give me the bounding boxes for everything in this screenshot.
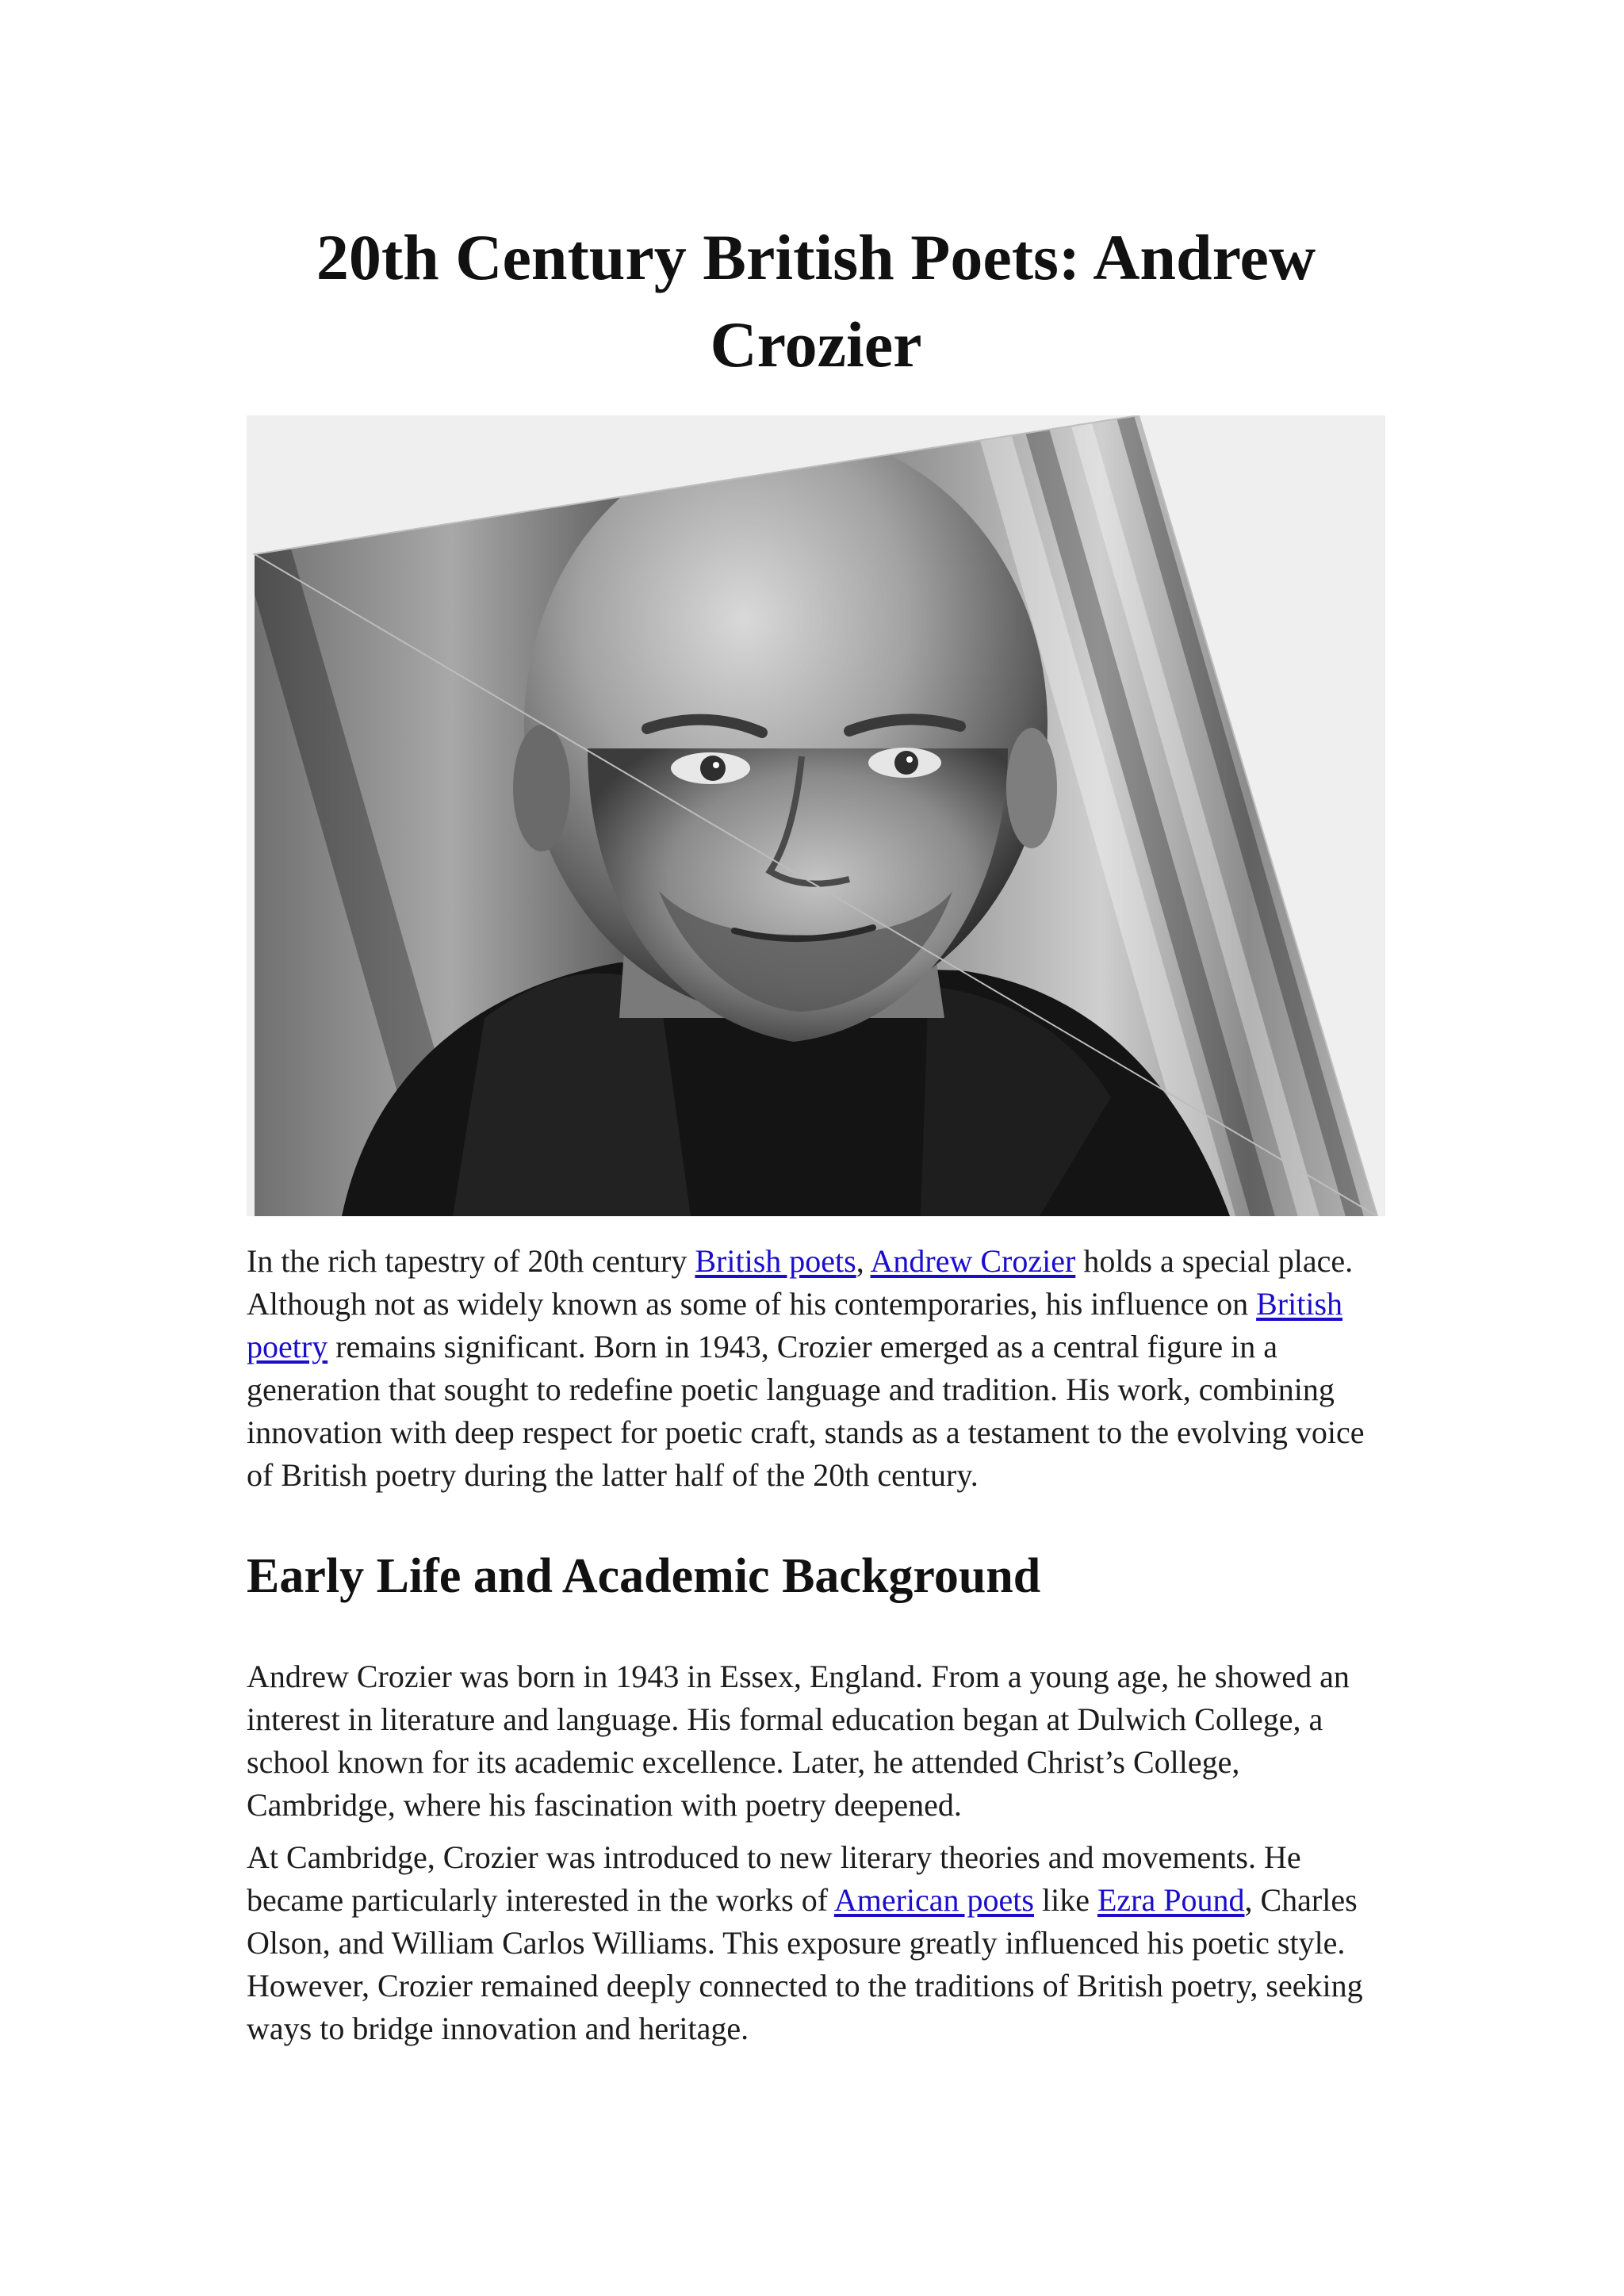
american-poets-link[interactable]: American poets [833,1882,1034,1918]
intro-paragraph [247,1240,1385,1497]
british-poets-link[interactable]: British poets [695,1243,856,1279]
cambridge-paragraph [247,1836,1385,2050]
british-poetry-link[interactable]: British poetry [247,1286,1343,1364]
page-title: 20th Century British Poets: Andrew Crozier [316,221,1316,381]
intro-text: remains significant. Born in 1943, Crozier emerged as a central figure in a generation that sought to redefine poetic language and tradition. His work, combining innovation with deep respect for poetic craft, stands as a testament to the evolving voice of British poetry during the latter half of the 20th century. [247,1329,1365,1493]
paragraph-text: , Charles Olson, and William Carlos Williams. This exposure greatly influenced his poetic style. However, Crozier remained deeply connected to the traditions of British poetry, seeking ways to bridge innovation and heritage. [247,1882,1363,2046]
article [247,214,1385,2050]
early-life-paragraph: Andrew Crozier was born in 1943 in Essex, England. From a young age, he showed an interest in literature and language. His formal education began at Dulwich College, a school known for its academic excellence. Later, he attended Christ’s College, Cambridge, where his fascination with poetry deepened. [247,1659,1350,1823]
andrew-crozier-link[interactable]: Andrew Crozier [870,1243,1076,1279]
paragraph-text: At Cambridge, Crozier was introduced to new literary theories and movements. He became particularly interested in the works of [247,1839,1301,1918]
intro-text: , [856,1243,871,1279]
ezra-pound-link[interactable]: Ezra Pound [1097,1882,1245,1918]
portrait-photo [247,415,1385,1216]
paragraph-text: like [1033,1882,1097,1918]
intro-text: In the rich tapestry of 20th century [247,1243,695,1279]
section-heading: Early Life and Academic Background [247,1549,1041,1603]
intro-text: holds a special place. Although not as widely known as some of his contemporaries, his influence on [247,1243,1354,1322]
